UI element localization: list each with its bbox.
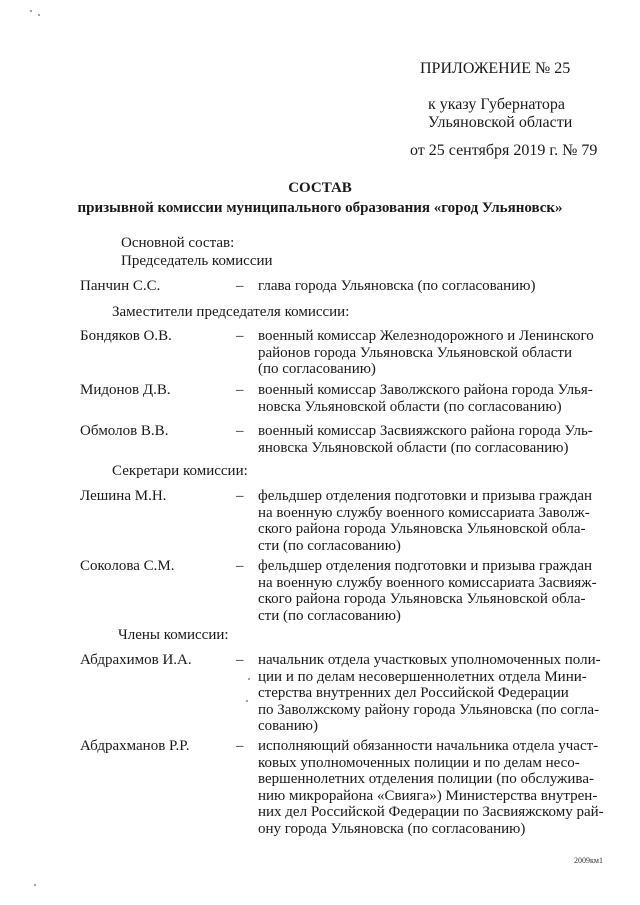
person-position: [258, 382, 593, 415]
position-line: районов города Ульяновска Ульяновской области: [258, 344, 573, 361]
dash-separator: –: [236, 652, 244, 668]
decree-reference-line1: к указу Губернатора: [428, 96, 565, 113]
position-line: начальник отдела участковых уполномоченных поли-: [258, 652, 601, 668]
person-name: Соколова С.М.: [80, 558, 175, 574]
position-line: нию микрорайона «Свияга») Министерства внутрен-: [258, 787, 598, 804]
position-line: фельдшер отделения подготовки и призыва граждан: [258, 488, 593, 504]
document-code: 2009км1: [574, 856, 603, 865]
dash-separator: –: [236, 423, 244, 439]
person-position: [258, 423, 593, 456]
position-line: ону города Ульяновска (по согласованию): [258, 820, 526, 837]
person-name: Абдрахманов Р.Р.: [80, 738, 190, 754]
section-deputies: Заместители председателя комиссии:: [112, 304, 350, 320]
dash-separator: –: [236, 278, 244, 294]
decree-date: от 25 сентября 2019 г. № 79: [410, 142, 598, 159]
position-line: вершеннолетних отделения полиции (по обслужива-: [258, 771, 594, 787]
position-line: сованию): [258, 718, 318, 734]
position-line: глава города Ульяновска (по согласованию): [258, 278, 536, 294]
dash-separator: –: [236, 328, 244, 344]
document-title: СОСТАВ: [288, 180, 352, 196]
dash-separator: –: [236, 488, 244, 504]
document-subtitle: призывной комиссии муниципального образования «город Ульяновск»: [77, 200, 563, 216]
scan-speck: [248, 678, 250, 680]
position-line: сти (по согласованию): [258, 537, 401, 554]
position-line: ции и по делам несовершеннолетних отдела Мини-: [258, 668, 587, 685]
position-line: ского района города Ульяновска Ульяновской обла-: [258, 521, 586, 537]
scan-speck: [34, 884, 36, 886]
position-line: военный комиссар Засвияжского района города Уль-: [258, 423, 593, 439]
section-main-composition: Основной состав:: [121, 235, 235, 251]
position-line: яновска Ульяновской области (по согласованию): [258, 439, 569, 456]
position-line: них дел Российской Федерации по Засвияжскому рай-: [258, 804, 604, 820]
dash-separator: –: [236, 738, 244, 754]
appendix-number: ПРИЛОЖЕНИЕ № 25: [420, 60, 571, 77]
position-line: на военную службу военного комиссариата Засвияж-: [258, 574, 597, 591]
scan-speck: [246, 700, 248, 702]
person-position: [258, 488, 593, 554]
section-members: Члены комиссии:: [118, 627, 229, 643]
position-line: фельдшер отделения подготовки и призыва граждан: [258, 558, 593, 574]
person-position: [258, 652, 601, 735]
person-position: [258, 278, 586, 295]
position-line: по Заволжскому району города Ульяновска (по согла-: [258, 701, 600, 718]
person-position: [258, 558, 597, 624]
decree-reference-line2: Ульяновской области: [428, 114, 573, 131]
position-line: ского района города Ульяновска Ульяновской обла-: [258, 591, 586, 607]
person-name: Панчин С.С.: [80, 278, 161, 294]
position-line: (по согласованию): [258, 361, 376, 377]
person-name: Бондяков О.В.: [80, 328, 172, 344]
person-name: Мидонов Д.В.: [80, 382, 171, 398]
scan-speck: [38, 14, 40, 16]
position-line: военный комиссар Железнодорожного и Ленинского: [258, 328, 594, 344]
position-line: ковых уполномоченных полиции и по делам несо-: [258, 754, 580, 771]
person-position: [258, 328, 594, 378]
dash-separator: –: [236, 382, 244, 398]
person-position: [258, 738, 604, 837]
dash-separator: –: [236, 558, 244, 574]
section-secretaries: Секретари комиссии:: [112, 463, 248, 479]
position-line: на военную службу военного комиссариата Заволж-: [258, 504, 590, 521]
scan-speck: [30, 10, 32, 12]
position-line: исполняющий обязанности начальника отдела участ-: [258, 738, 599, 754]
position-line: военный комиссар Заволжского района города Улья-: [258, 382, 593, 398]
person-name: Лешина М.Н.: [80, 488, 167, 504]
person-name: Обмолов В.В.: [80, 423, 169, 439]
position-line: стерства внутренних дел Российской Федерации: [258, 685, 569, 701]
position-line: новска Ульяновской области (по согласованию): [258, 398, 562, 415]
section-chairman: Председатель комиссии: [121, 253, 273, 269]
person-name: Абдрахимов И.А.: [80, 652, 192, 668]
position-line: сти (по согласованию): [258, 607, 401, 624]
